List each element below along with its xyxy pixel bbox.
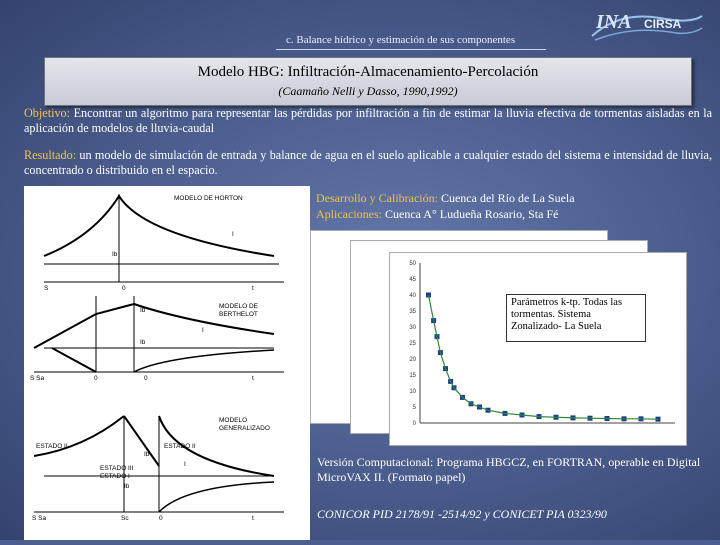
berthelot-label-a: MODELO DE [219, 303, 259, 310]
title-citation: (Caamaño Nelli y Dasso, 1990,1992) [278, 84, 458, 98]
chart-y-tick-label: 5 [412, 405, 416, 411]
generalizado-zero-label: 0 [159, 515, 163, 522]
desarrollo-label: Desarrollo y Calibración: [316, 191, 438, 205]
resultado-paragraph [24, 148, 712, 178]
chart-y-tick-label: 15 [409, 373, 416, 379]
objetivo-text: Encontrar un algoritmo para representar las pérdidas por infiltración a fin de estimar la lluvia efectiva de tormentas aisladas en la aplicación de modelos de lluvia-caudal [24, 106, 712, 135]
logo-prefix: INA [596, 11, 632, 33]
horton-label: MODELO DE HORTON [174, 195, 243, 202]
berthelot-ssa-label: S Sa [30, 375, 45, 382]
horton-t-label: t [252, 285, 254, 292]
berthelot-zero-label: 0 [94, 375, 98, 382]
generalizado-label-b: GENERALIZADO [219, 425, 270, 432]
chart-y-tick-label: 40 [409, 293, 416, 299]
horton-ib-label: Ib [112, 251, 118, 258]
generalizado-ib-label: Ib [144, 451, 150, 458]
estado-i-label: ESTADO I [100, 473, 130, 480]
horton-s-label: S [44, 285, 49, 292]
berthelot-label-b: BERTHELOT [219, 311, 258, 318]
aplicaciones-label: Aplicaciones: [316, 207, 382, 221]
conicor-text: CONICOR PID 2178/91 -2514/92 y CONICET PIA 0323/90 [317, 507, 607, 521]
logo-text: CIRSA [644, 17, 682, 31]
berthelot-ib2-label: Ib [140, 339, 146, 346]
chart-y-tick-label: 50 [409, 261, 416, 267]
chart-y-tick-label: 30 [409, 325, 416, 331]
generalizado-ssa-label: S Sa [32, 515, 47, 522]
chart-y-tick-label: 45 [409, 277, 416, 283]
objetivo-label: Objetivo: [24, 106, 71, 120]
section-rule [276, 49, 546, 50]
chart-note: Parámetros k-tp. Todas las tormentas. Sistema Zonalizado- La Suela [506, 294, 646, 342]
berthelot-diagram [30, 296, 284, 382]
chart-y-tick-label: 20 [409, 357, 416, 363]
resultado-label: Resultado: [24, 148, 77, 162]
horton-i-label: I [232, 231, 234, 238]
generalizado-i-label: I [184, 461, 186, 468]
berthelot-t-label: t [252, 375, 254, 382]
resultado-text: un modelo de simulación de entrada y balance de agua en el suelo aplicable a cualquier estado del sistema e intensidad de lluvia, concentrado o distribuido en el espacio. [24, 148, 712, 177]
generalizado-ib2-label: Ib [124, 483, 130, 490]
decay-chart [390, 253, 686, 445]
estado-ii-label: ESTADO II [36, 443, 68, 450]
berthelot-i-label: I [202, 327, 204, 334]
desarrollo-block [316, 190, 575, 222]
generalizado-label-a: MODELO [219, 417, 248, 424]
generalizado-t-label: t [252, 515, 254, 522]
page-title: Modelo HBG: Infiltración-Almacenamiento-Percolación [197, 64, 539, 80]
chart-y-tick-label: 0 [412, 421, 416, 427]
chart-y-tick-label: 35 [409, 309, 416, 315]
models-figure [24, 186, 310, 540]
cirsa-logo [590, 6, 705, 46]
desarrollo-value: Cuenca del Río de La Suela [437, 191, 575, 205]
aplicaciones-value: Cuenca A° Ludueña Rosario, Sta Fé [381, 207, 559, 221]
chart-y-tick-label: 25 [409, 341, 416, 347]
section-heading [286, 34, 515, 46]
chart-page-front [389, 252, 687, 446]
generalizado-diagram [32, 416, 284, 522]
berthelot-ib-label: Ib [140, 307, 146, 314]
section-heading-text: c. Balance hídrico y estimación de sus componentes [286, 34, 516, 46]
estado-iii-label: ESTADO II [164, 443, 196, 450]
horton-zero-label: 0 [122, 285, 126, 292]
generalizado-sc-label: Sc [121, 515, 129, 522]
title-box [44, 57, 692, 106]
berthelot-zero2-label: 0 [144, 375, 148, 382]
objetivo-paragraph [24, 106, 712, 136]
horton-diagram [44, 194, 284, 292]
version-text: Versión Computacional: Programa HBGCZ, en FORTRAN, operable en Digital MicroVAX II. (Formato papel) [317, 455, 701, 484]
chart-y-tick-label: 10 [409, 389, 416, 395]
estado-iii-box-label: ESTADO III [100, 465, 134, 472]
